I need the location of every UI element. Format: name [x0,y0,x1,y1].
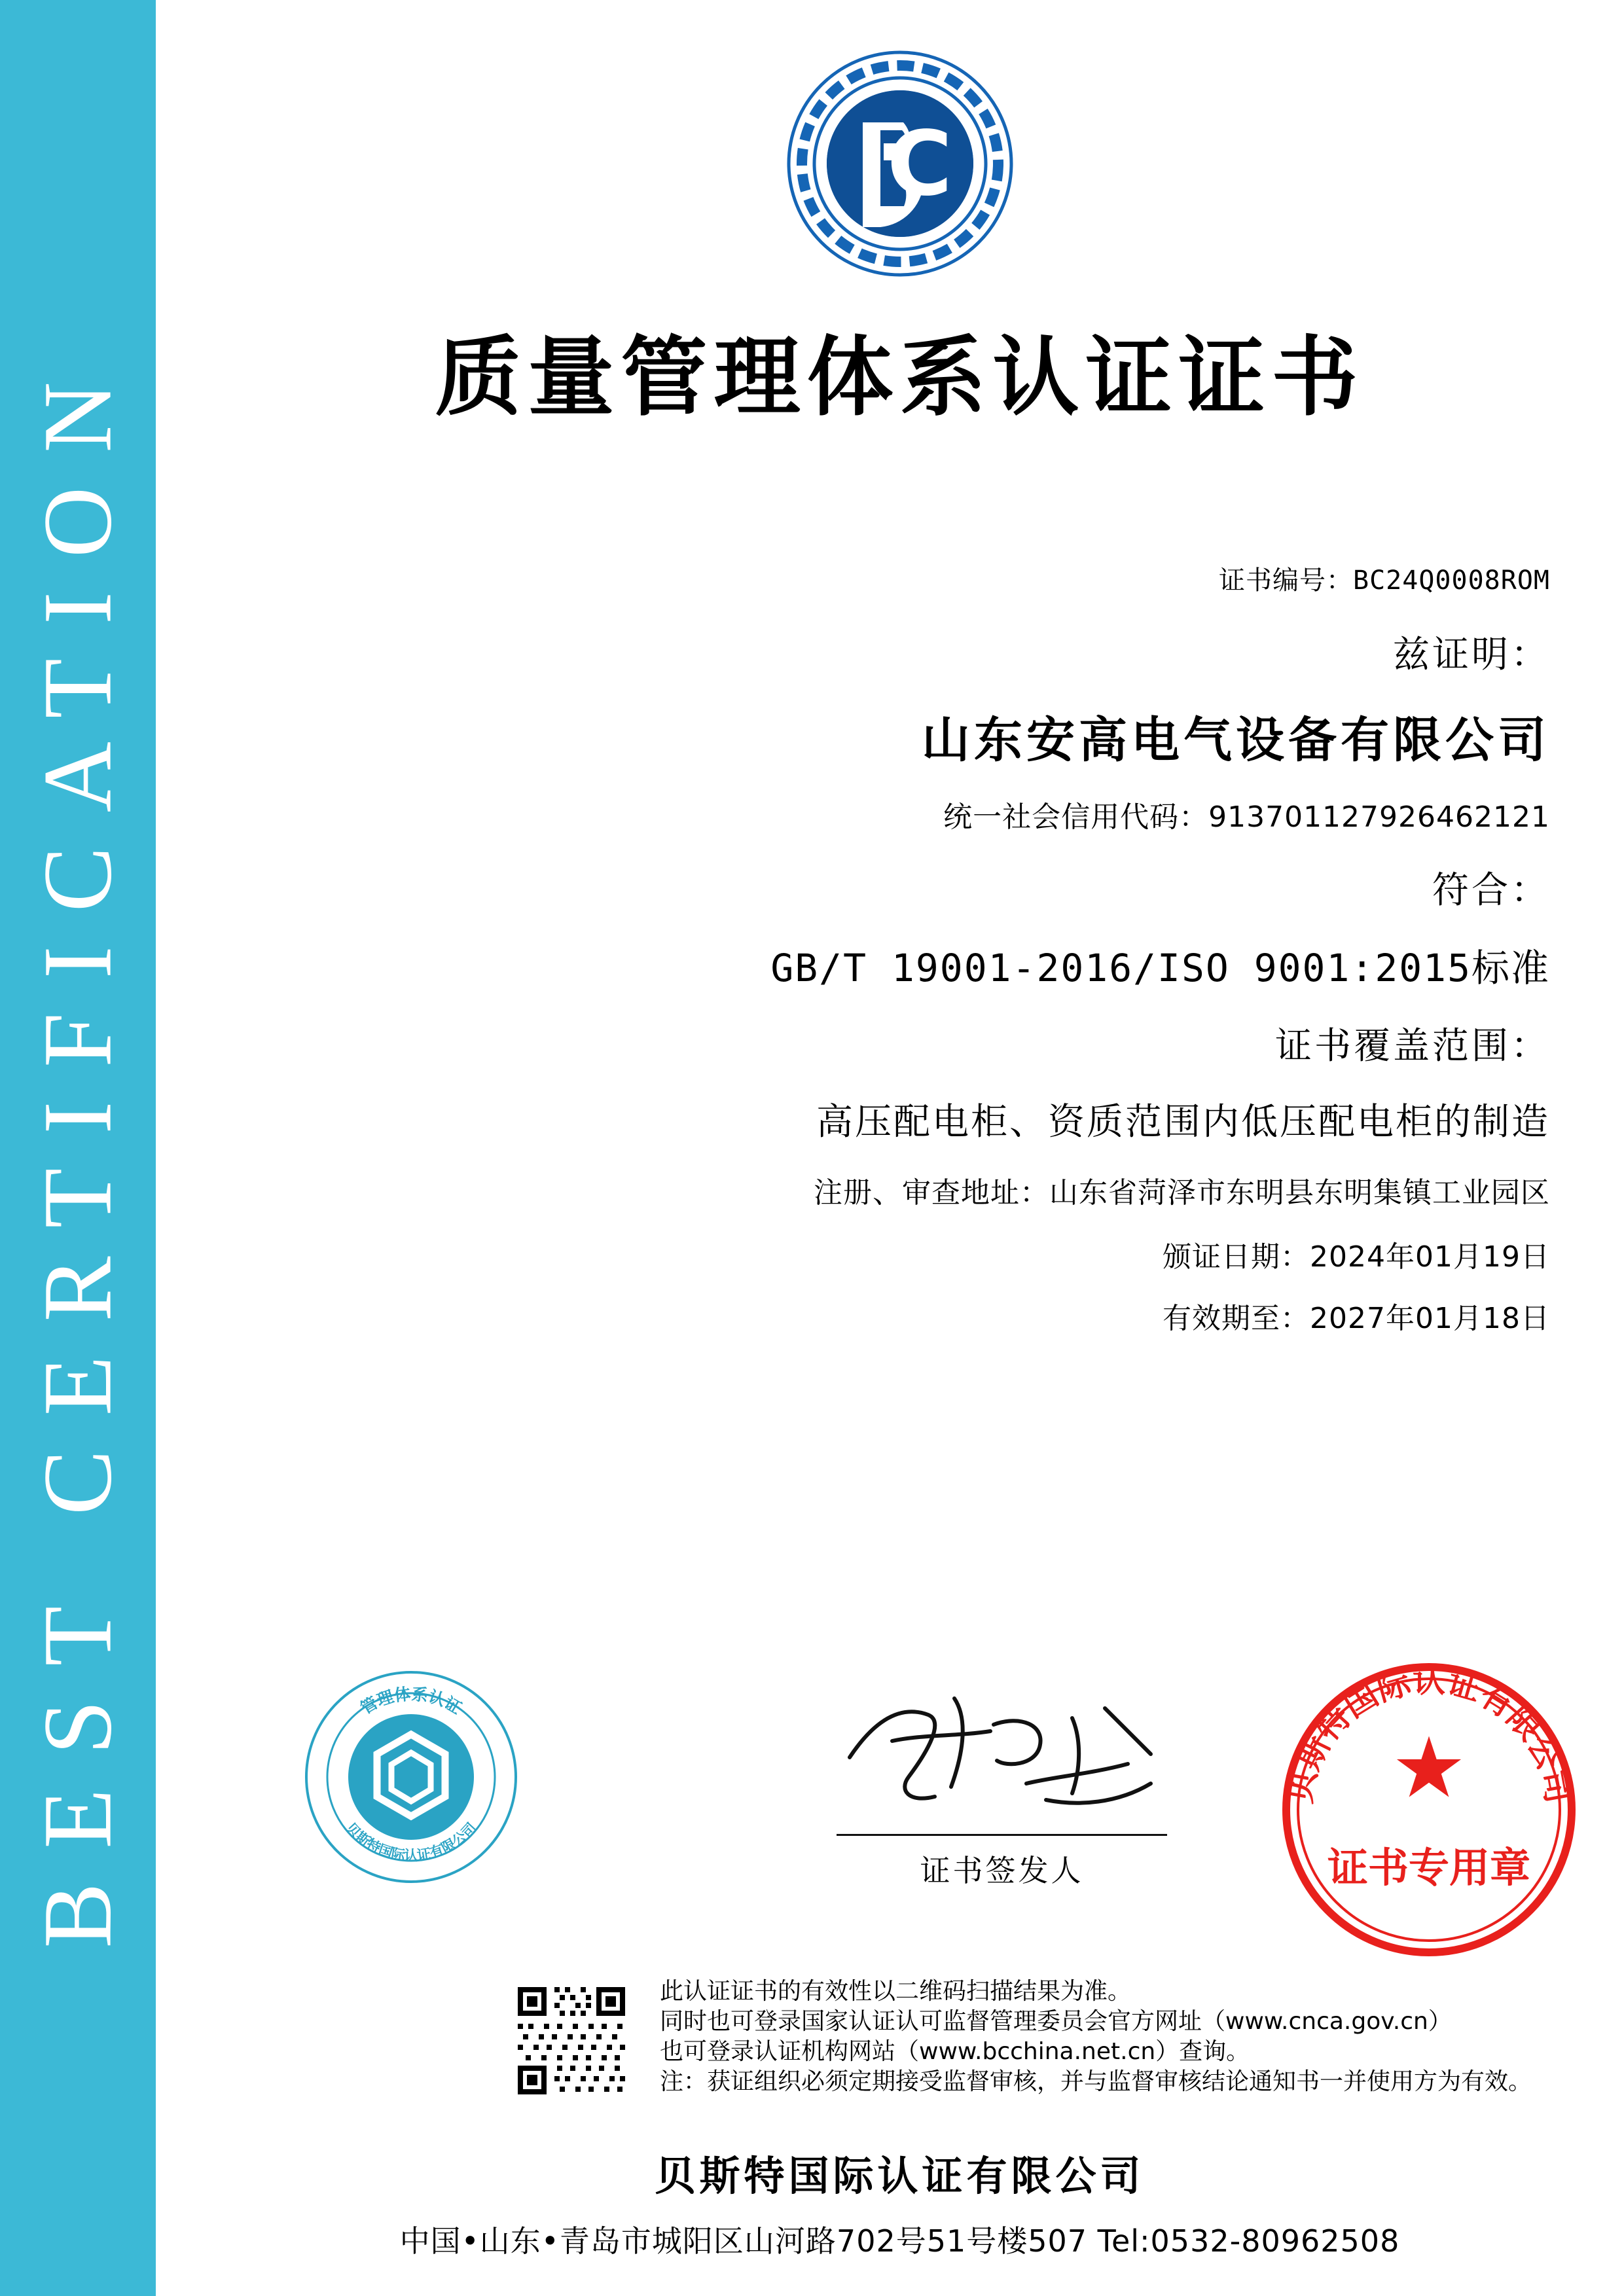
company-name: 山东安高电气设备有限公司 [922,712,1550,768]
side-band [0,0,175,2296]
qr-code-icon [513,1982,630,2100]
side-band-text-wrap [0,0,156,2296]
red-stamp-center-text: 证书专用章 [1327,1844,1531,1892]
standard-value: GB/T 19001-2016/ISO 9001:2015标准 [770,946,1550,990]
accreditation-seal [303,1669,519,1885]
registered-address: 注册、审查地址：山东省菏泽市东明县东明集镇工业园区 [814,1176,1550,1210]
certificate-content [175,0,1624,2296]
hereby-certify-label: 兹证明： [1393,634,1550,676]
validity-notes [660,1977,1602,2097]
qr-code[interactable] [513,1982,630,2100]
certificate-fields [175,560,1550,1356]
scope-value: 高压配电柜、资质范围内低压配电柜的制造 [816,1101,1550,1143]
company-logo [785,49,1015,278]
side-band-text: BEST CERTIFICATION [24,348,132,1948]
note-line-2: 同时也可登录国家认证认可监督管理委员会官方网址（www.cnca.gov.cn） [660,2008,1452,2035]
note-line-1: 此认证证书的有效性以二维码扫描结果为准。 [660,1978,1132,2005]
seal-signature-row [175,1656,1624,1937]
logo-letter: C [886,113,952,216]
note-line-4: 注：获证组织必须定期接受监督审核，并与监督审核结论通知书一并使用方为有效。 [660,2068,1532,2095]
signature-strokes [830,1679,1170,1829]
page-title: 质量管理体系认证证书 [435,327,1365,428]
footer-company-name: 贝斯特国际认证有限公司 [655,2152,1145,2200]
accreditation-seal-bottom-text: 贝斯特国际认证有限公司 [342,1820,480,1863]
red-official-round-stamp [1275,1656,1583,1964]
footer [175,2144,1624,2261]
notes-block [175,1977,1624,2114]
issue-date: 颁证日期：2024年01月19日 [1163,1240,1550,1274]
red-stamp-icon [1275,1656,1583,1964]
red-stamp-star: ★ [1391,1721,1467,1815]
conforms-label: 符合： [1432,869,1550,912]
certificate-number: 证书编号：BC24Q0008ROM [1219,565,1550,596]
bc-monogram-circular-seal-logo [785,49,1015,278]
red-stamp-arc-text: 贝斯特国际认证有限公司 [1280,1662,1578,1806]
handwritten-signature [830,1679,1170,1829]
side-band-white-stripe [156,0,175,2296]
accreditation-seal-top-text: 管理体系认证 [357,1684,465,1718]
credit-code: 统一社会信用代码：913701127926462121 [943,800,1550,834]
signature-line [837,1834,1167,1836]
accreditation-seal-icon [303,1669,519,1885]
valid-until-date: 有效期至：2027年01月18日 [1163,1302,1550,1335]
note-line-3: 也可登录认证机构网站（www.bcchina.net.cn）查询。 [660,2038,1250,2065]
scope-label: 证书覆盖范围： [1275,1025,1550,1067]
signature-caption: 证书签发人 [920,1853,1084,1888]
svg-text:管理体系认证 [357,1684,465,1717]
footer-address: 中国•山东•青岛市城阳区山河路702号51号楼507 Tel:0532-80962508 [399,2223,1400,2259]
